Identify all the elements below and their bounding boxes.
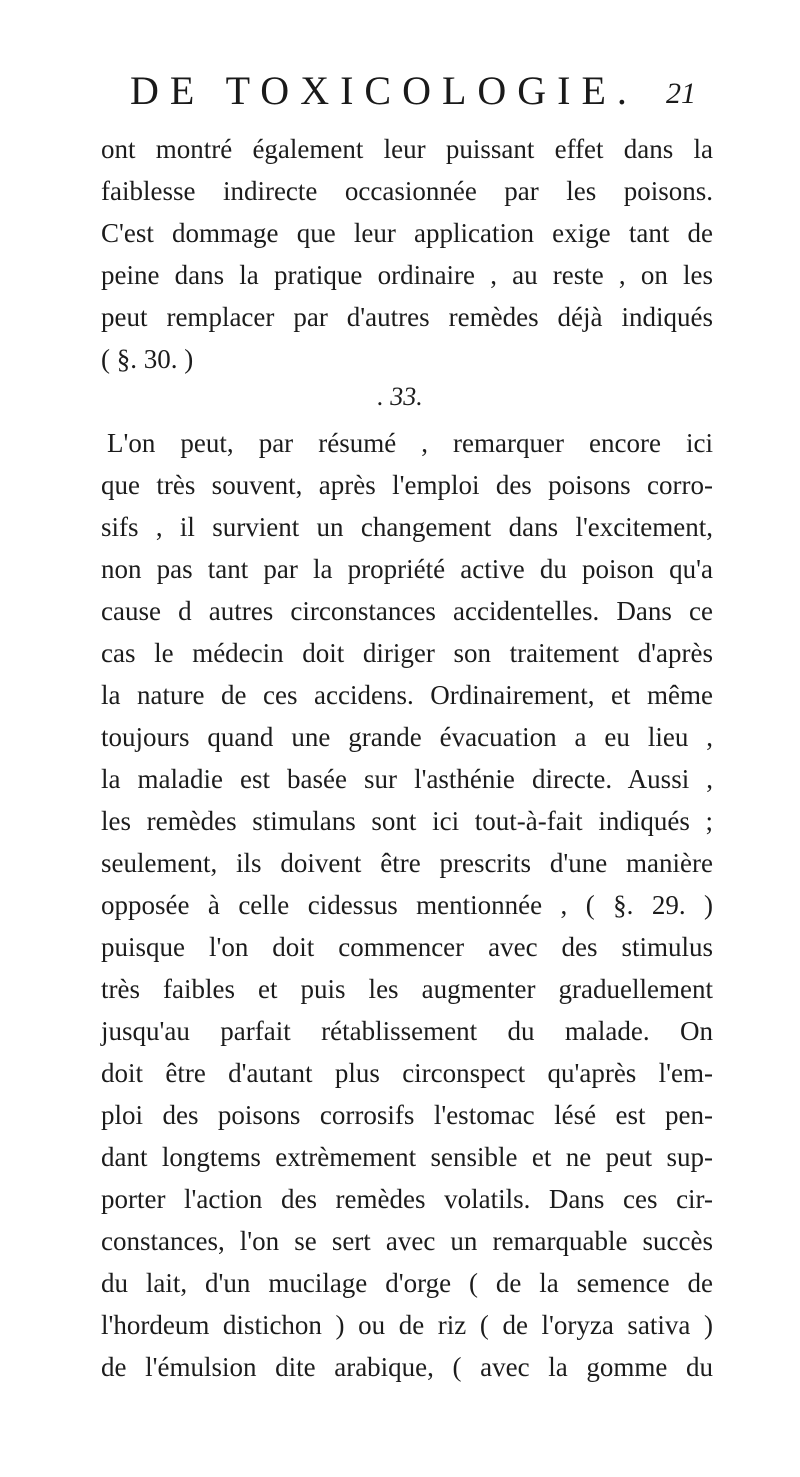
page-number: 21 [666,77,696,110]
text-line: l'hordeum distichon ) ou de riz ( de l'oryza sativa ) [101,1310,713,1340]
text-line: opposée à celle cidessus mentionnée , ( §. 29. ) [101,890,713,920]
text-line: ont montré également leur puissant effet dans la [101,134,713,164]
text-line: sifs , il survient un changement dans l'excitement, [101,512,713,542]
paragraph-continuation [101,128,713,380]
text-line: constances, l'on se sert avec un remarquable succès [101,1226,713,1256]
running-head [0,66,800,116]
text-line: non pas tant par la propriété active du poison qu'a [101,554,713,584]
text-line: cas le médecin doit diriger son traitement d'après [101,638,713,668]
text-line: dant longtems extrèmement sensible et ne peut sup- [101,1142,713,1172]
text-line: les remèdes stimulans sont ici tout-à-fait indiqués ; [101,806,713,836]
text-line: ploi des poisons corrosifs l'estomac lésé est pen- [101,1100,713,1130]
text-line: L'on peut, par résumé , remarquer encore ici [107,428,713,458]
text-line: faiblesse indirecte occasionnée par les poisons. [101,176,713,206]
running-title: DE TOXICOLOGIE. [130,68,638,113]
text-line: puisque l'on doit commencer avec des stimulus [101,932,713,962]
text-line: peut remplacer par d'autres remèdes déjà indiqués [101,302,713,332]
paragraph-section-33 [101,422,713,1388]
text-line: porter l'action des remèdes volatils. Dans ces cir- [101,1184,713,1214]
text-line: C'est dommage que leur application exige tant de [101,218,713,248]
text-line: du lait, d'un mucilage d'orge ( de la semence de [101,1268,713,1298]
section-number: . 33. [377,382,423,411]
text-line: que très souvent, après l'emploi des poisons corro- [101,470,713,500]
text-line: ( §. 30. ) [101,344,194,374]
text-line: doit être d'autant plus circonspect qu'après l'em- [101,1058,713,1088]
text-line: la maladie est basée sur l'asthénie directe. Aussi , [101,764,713,794]
text-line: peine dans la pratique ordinaire , au reste , on les [101,260,713,290]
text-line: très faibles et puis les augmenter graduellement [101,974,713,1004]
text-line: la nature de ces accidens. Ordinairement, et même [101,680,713,710]
text-line: toujours quand une grande évacuation a eu lieu , [101,722,713,752]
text-line: jusqu'au parfait rétablissement du malade. On [101,1016,713,1046]
text-line: de l'émulsion dite arabique, ( avec la gomme du [101,1352,713,1382]
text-line: cause d autres circonstances accidentelles. Dans ce [101,596,713,626]
text-line: seulement, ils doivent être prescrits d'une manière [101,848,713,878]
